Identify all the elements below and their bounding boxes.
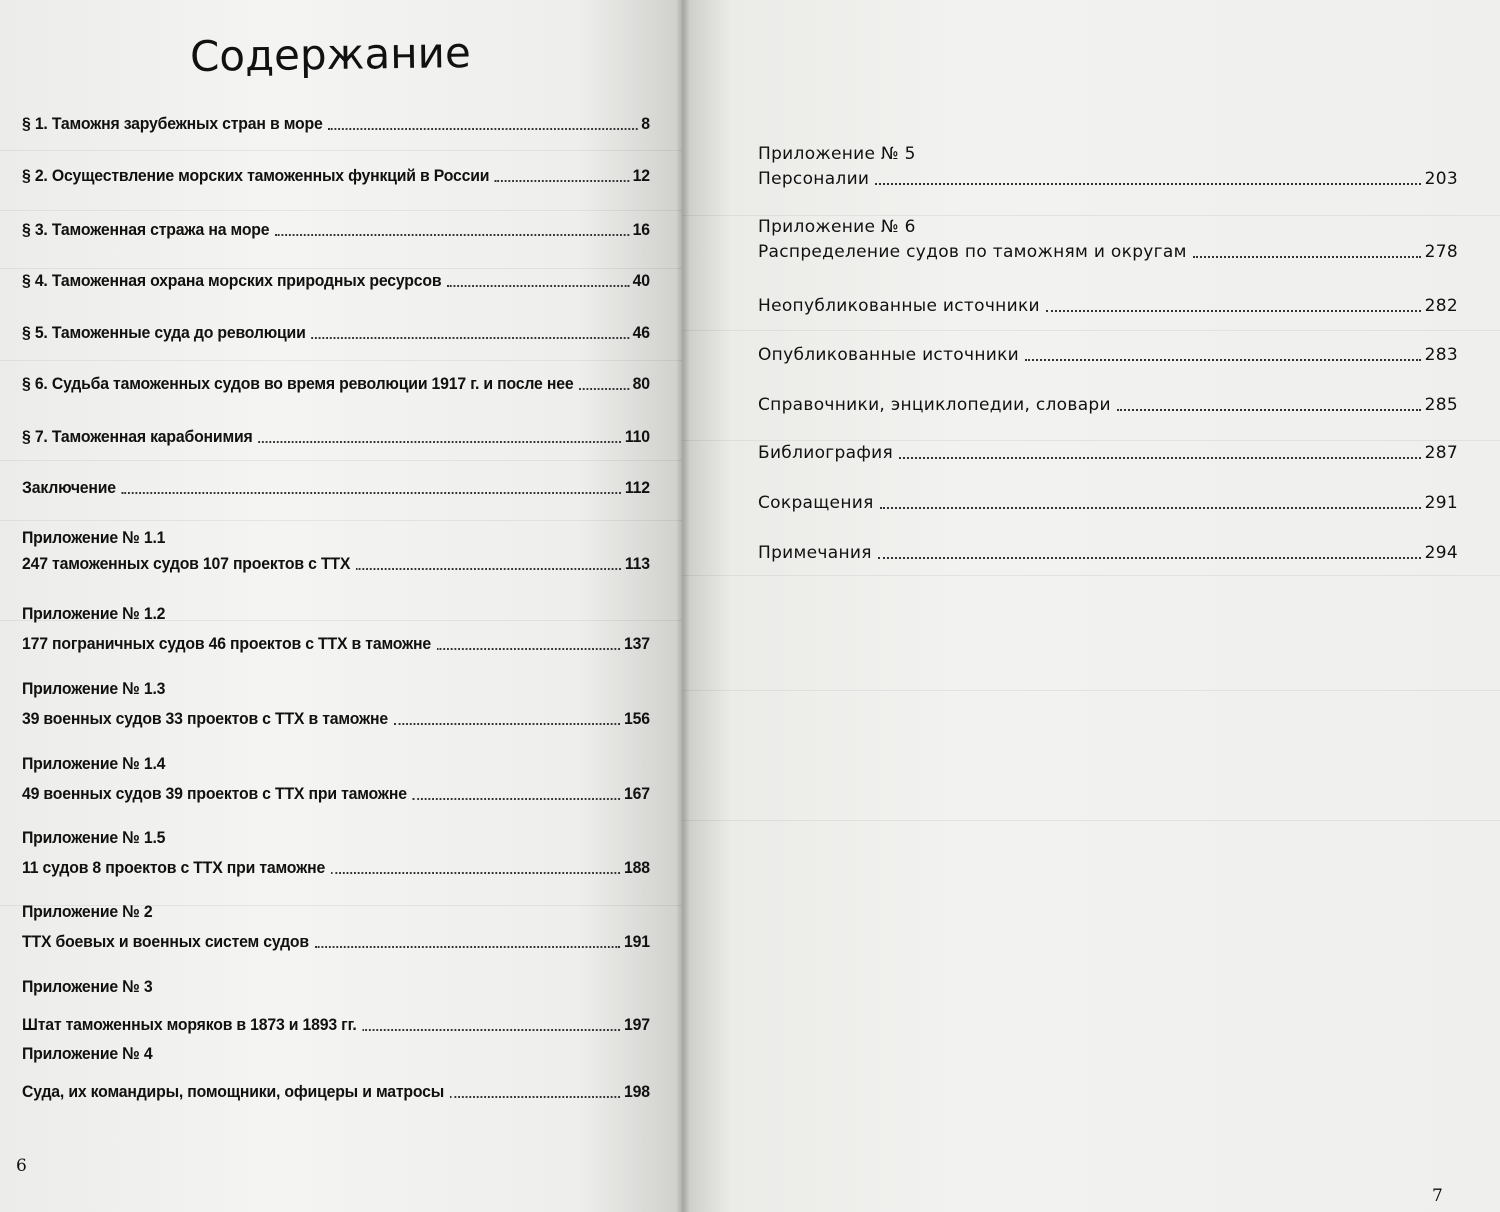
toc-entry-title: Библиография [758, 443, 894, 463]
toc-entry[interactable] [22, 1043, 650, 1103]
appendix-label: Приложение № 6 [758, 217, 916, 237]
toc-entry-title: 247 таможенных судов 107 проектов с ТТХ [22, 554, 351, 573]
toc-entry-title: 49 военных судов 39 проектов с ТТХ при таможне [22, 784, 407, 803]
dot-leader [1046, 310, 1421, 312]
toc-entry[interactable] [22, 270, 650, 292]
toc-entry-title: Распределение судов по таможням и округам [758, 242, 1187, 262]
appendix-label: Приложение № 1.4 [22, 754, 166, 773]
toc-entry[interactable] [758, 542, 1458, 564]
toc-entry[interactable] [22, 976, 650, 1036]
dot-leader [258, 441, 621, 443]
toc-entry[interactable] [22, 426, 650, 448]
toc-entry-title: Примечания [758, 543, 872, 563]
toc-entry-title: Опубликованные источники [758, 345, 1019, 365]
appendix-label: Приложение № 1.1 [22, 528, 166, 547]
toc-page-number: 188 [624, 858, 650, 877]
dot-leader [328, 128, 637, 130]
appendix-label: Приложение № 4 [22, 1044, 153, 1063]
dot-leader [275, 234, 629, 236]
toc-page-number: 294 [1424, 543, 1458, 563]
dot-leader [1117, 409, 1421, 411]
dot-leader [311, 337, 629, 339]
dot-leader [447, 285, 629, 287]
toc-page-number: 80 [632, 374, 650, 393]
toc-entry[interactable] [758, 492, 1458, 514]
dot-leader [1193, 256, 1421, 258]
toc-page-number: 8 [641, 114, 650, 133]
toc-entry-title: § 6. Судьба таможенных судов во время революции 1917 г. и после нее [22, 374, 574, 393]
dot-leader [394, 723, 621, 725]
page-number-left: 6 [16, 1156, 27, 1176]
toc-page-number: 197 [624, 1015, 650, 1034]
toc-page-number: 278 [1424, 242, 1458, 262]
toc-entry[interactable] [22, 373, 650, 395]
dot-leader [362, 1029, 620, 1031]
toc-entry[interactable] [758, 394, 1458, 416]
toc-entry-title: ТТХ боевых и военных систем судов [22, 932, 309, 951]
appendix-label: Приложение № 1.5 [22, 828, 166, 847]
toc-entry[interactable] [758, 344, 1458, 366]
toc-page-number: 191 [624, 932, 650, 951]
toc-page-number: 156 [624, 709, 650, 728]
appendix-label: Приложение № 1.3 [22, 679, 166, 698]
toc-entry-title: Заключение [22, 478, 116, 497]
toc-entry-title: § 1. Таможня зарубежных стран в море [22, 114, 323, 133]
appendix-label: Приложение № 5 [758, 144, 916, 164]
dot-leader [331, 872, 621, 874]
toc-page-number: 282 [1424, 296, 1458, 316]
toc-entry[interactable] [22, 901, 650, 953]
appendix-label: Приложение № 2 [22, 902, 153, 921]
book-gutter [676, 0, 690, 1212]
toc-page-number: 46 [632, 323, 650, 342]
toc-entry[interactable] [22, 477, 650, 499]
dot-leader [437, 648, 621, 650]
toc-page-number: 291 [1424, 493, 1458, 513]
toc-entry-title: § 5. Таможенные суда до революции [22, 323, 306, 342]
toc-page-number: 113 [624, 554, 650, 573]
toc-entry-title: Неопубликованные источники [758, 296, 1040, 316]
toc-entry-title: Справочники, энциклопедии, словари [758, 395, 1111, 415]
toc-page-number: 16 [632, 220, 650, 239]
dot-leader [412, 798, 620, 800]
toc-page-number: 203 [1424, 169, 1458, 189]
toc-entry-title: § 7. Таможенная карабонимия [22, 427, 253, 446]
toc-page-number: 110 [624, 427, 650, 446]
toc-entry[interactable] [22, 603, 650, 655]
toc-entry[interactable] [22, 527, 650, 575]
dot-leader [899, 457, 1421, 459]
toc-entry-title: Персоналии [758, 169, 870, 189]
toc-page-number: 40 [632, 271, 650, 290]
toc-page-number: 198 [624, 1082, 650, 1101]
toc-entry[interactable] [22, 219, 650, 241]
dot-leader [356, 568, 621, 570]
dot-leader [579, 388, 629, 390]
dot-leader [450, 1096, 621, 1098]
appendix-label: Приложение № 1.2 [22, 604, 166, 623]
toc-entry-title: 11 судов 8 проектов с ТТХ при таможне [22, 858, 326, 877]
toc-page-number: 287 [1424, 443, 1458, 463]
toc-entry-title: 177 пограничных судов 46 проектов с ТТХ в таможне [22, 634, 432, 653]
toc-entry[interactable] [758, 216, 1458, 263]
page-title: Содержание [189, 28, 472, 81]
toc-entry[interactable] [22, 753, 650, 805]
toc-page-number: 285 [1424, 395, 1458, 415]
toc-entry-title: Сокращения [758, 493, 874, 513]
toc-entry[interactable] [22, 113, 650, 135]
toc-entry-title: Суда, их командиры, помощники, офицеры и матросы [22, 1082, 445, 1101]
appendix-label: Приложение № 3 [22, 977, 153, 996]
dot-leader [122, 492, 622, 494]
toc-entry[interactable] [22, 322, 650, 344]
page-number-right: 7 [1432, 1186, 1443, 1206]
toc-entry-title: § 2. Осуществление морских таможенных функций в России [22, 166, 490, 185]
toc-entry[interactable] [22, 165, 650, 187]
toc-entry[interactable] [22, 827, 650, 879]
dot-leader [875, 183, 1420, 185]
dot-leader [1025, 359, 1421, 361]
toc-page-number: 12 [632, 166, 650, 185]
toc-page-number: 112 [624, 478, 650, 497]
toc-entry-title: § 3. Таможенная стража на море [22, 220, 270, 239]
dot-leader [314, 946, 620, 948]
toc-entry[interactable] [22, 678, 650, 730]
toc-entry[interactable] [758, 442, 1458, 464]
toc-page-number: 137 [624, 634, 650, 653]
toc-page-number: 283 [1424, 345, 1458, 365]
toc-entry[interactable] [758, 143, 1458, 190]
dot-leader [495, 180, 629, 182]
dot-leader [878, 557, 1421, 559]
toc-entry-title: Штат таможенных моряков в 1873 и 1893 гг. [22, 1015, 357, 1034]
toc-page-number: 167 [624, 784, 650, 803]
toc-entry-title: § 4. Таможенная охрана морских природных ресурсов [22, 271, 442, 290]
toc-entry[interactable] [758, 295, 1458, 317]
toc-entry-title: 39 военных судов 33 проектов с ТТХ в таможне [22, 709, 388, 728]
dot-leader [880, 507, 1421, 509]
